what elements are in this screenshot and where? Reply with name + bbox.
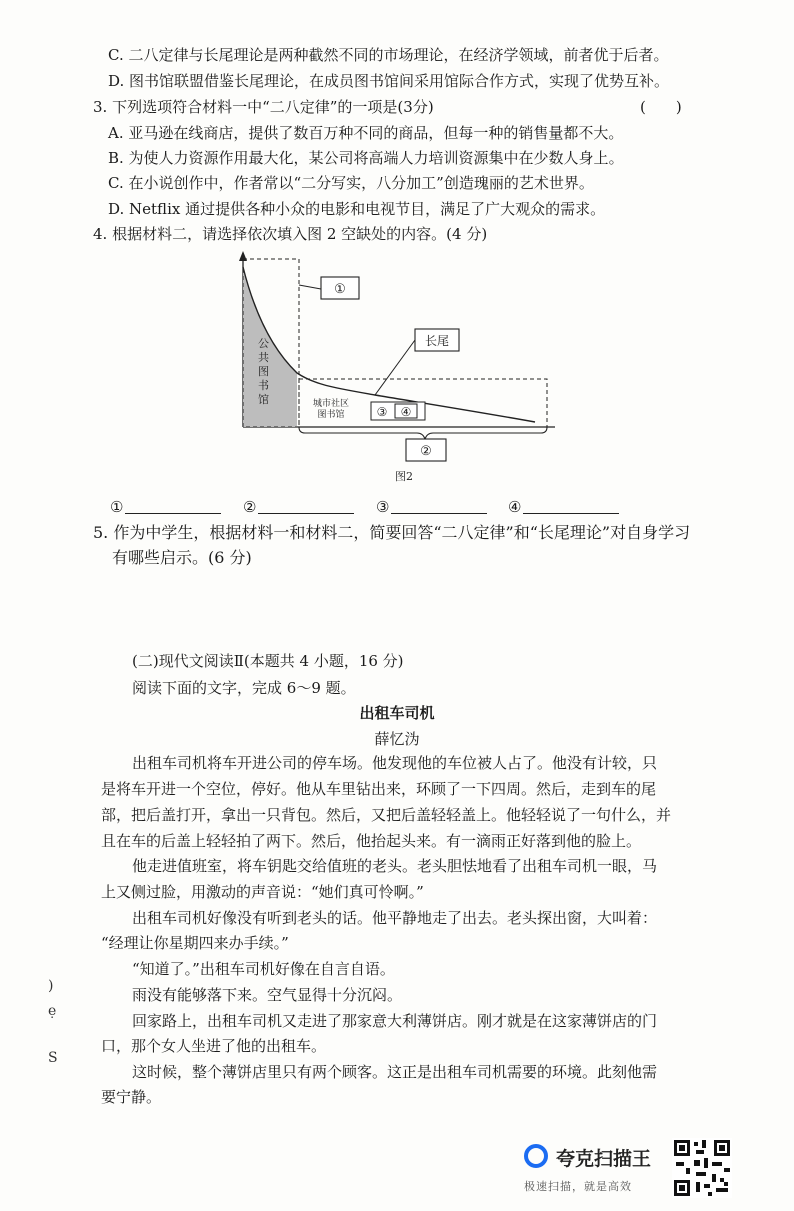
figure-2-long-tail-diagram (225, 245, 565, 485)
q3-option-a: A. 亚马逊在线商店，提供了数百万种不同的商品，但每一种的销售量都不大。 (108, 124, 624, 142)
blank-3-line[interactable] (391, 497, 487, 514)
margin-mark: ẹ (48, 1003, 57, 1019)
scanner-watermark (520, 1138, 780, 1200)
blank-1[interactable] (110, 497, 221, 516)
q2-option-c: C. 二八定律与长尾理论是两种截然不同的市场理论，在经济学领域，前者优于后者。 (108, 46, 669, 64)
brand-slogan: 极速扫描，就是高效 (524, 1180, 632, 1193)
story-line: “经理让你星期四来办手续。” (101, 934, 289, 952)
public-library-char: 书 (258, 379, 269, 392)
public-library-char: 共 (258, 351, 269, 364)
blank-4[interactable] (508, 497, 619, 516)
public-library-char: 馆 (258, 393, 269, 406)
section2-heading: (二)现代文阅读Ⅱ(本题共 4 小题，16 分) (132, 652, 404, 670)
tail-brace (299, 427, 547, 439)
q5-line-1: 5. 作为中学生，根据材料一和材料二，简要回答“二八定律”和“长尾理论”对自身学习 (93, 523, 691, 542)
box-4-label: ④ (400, 405, 412, 419)
quark-logo-icon (524, 1144, 548, 1168)
box-1-label: ① (334, 282, 346, 297)
q3-option-c: C. 在小说创作中，作者常以“二分写实，八分加工”创造瑰丽的艺术世界。 (108, 174, 594, 192)
story-line: 口，那个女人坐进了他的出租车。 (101, 1037, 327, 1055)
blank-3[interactable] (376, 497, 487, 516)
community-library-label-1: 城市社区 (312, 399, 350, 409)
blank-1-line[interactable] (125, 497, 221, 514)
blank-4-line[interactable] (523, 497, 619, 514)
box-2-label: ② (420, 444, 432, 459)
blank-2-line[interactable] (258, 497, 354, 514)
blank-3-label: ③ (376, 498, 390, 516)
story-line: 要宁静。 (101, 1088, 162, 1106)
page-footer-cutoff (260, 1110, 560, 1116)
community-library-label-2: 图书馆 (317, 410, 345, 420)
brand-name: 夸克扫描王 (556, 1148, 652, 1170)
qr-code-icon (672, 1138, 732, 1198)
blank-2[interactable] (243, 497, 354, 516)
q2-option-d: D. 图书馆联盟借鉴长尾理论，在成员图书馆间采用馆际合作方式，实现了优势互补。 (108, 72, 670, 90)
q5-line-2: 有哪些启示。(6 分) (112, 548, 252, 567)
blank-2-label: ② (243, 498, 257, 516)
box-3-label: ③ (376, 405, 388, 419)
head-area (243, 267, 297, 427)
q4-stem: 4. 根据材料二，请选择依次填入图 2 空缺处的内容。(4 分) (93, 225, 488, 243)
story-line: 上又侧过脸，用激动的声音说：“她们真可怜啊。” (101, 883, 424, 901)
q3-answer-paren: ( ) (640, 98, 682, 116)
box1-leader (299, 285, 321, 289)
story-line: 这时候，整个薄饼店里只有两个顾客。这正是出租车司机需要的环境。此刻他需 (132, 1063, 658, 1081)
blank-4-label: ④ (508, 498, 522, 516)
story-title: 出租车司机 (359, 704, 435, 722)
story-line: 出租车司机好像没有听到老头的话。他平静地走了出去。老头探出窗，大叫着： (132, 909, 658, 927)
public-library-char: 图 (258, 365, 269, 378)
story-line: 是将车开进一个空位，停好。他从车里钻出来，环顾了一下四周。然后，走到车的尾 (101, 780, 657, 798)
q3-option-b: B. 为使人力资源作用最大化，某公司将高端人力培训资源集中在少数人身上。 (108, 149, 624, 167)
blank-1-label: ① (110, 498, 124, 516)
figure-caption: 图2 (395, 470, 413, 483)
public-library-char: 公 (258, 337, 269, 350)
long-tail-label: 长尾 (424, 334, 450, 348)
story-line: 部，把后盖打开，拿出一只背包。然后，又把后盖轻轻盖上。他轻轻说了一句什么，并 (101, 806, 672, 824)
story-line: 且在车的后盖上轻轻拍了两下。然后，他抬起头来。有一滴雨正好落到他的脸上。 (101, 832, 642, 850)
q3-stem: 3. 下列选项符合材料一中“二八定律”的一项是(3分) (93, 98, 434, 116)
section2-instruction: 阅读下面的文字，完成 6～9 题。 (132, 679, 356, 697)
story-line: 回家路上，出租车司机又走进了那家意大利薄饼店。刚才就是在这家薄饼店的门 (132, 1012, 658, 1030)
margin-mark: ) (48, 978, 54, 994)
long-tail-leader (375, 340, 415, 395)
story-line: 出租车司机将车开进公司的停车场。他发现他的车位被人占了。他没有计较，只 (132, 754, 658, 772)
q3-option-d: D. Netflix 通过提供各种小众的电影和电视节目，满足了广大观众的需求。 (108, 200, 606, 218)
story-line: “知道了。”出租车司机好像在自言自语。 (132, 960, 395, 978)
story-line: 雨没有能够落下来。空气显得十分沉闷。 (132, 986, 403, 1004)
margin-mark: S (48, 1050, 58, 1066)
story-author: 薛忆沩 (374, 730, 420, 748)
story-line: 他走进值班室，将车钥匙交给值班的老头。老头胆怯地看了出租车司机一眼，马 (132, 857, 658, 875)
